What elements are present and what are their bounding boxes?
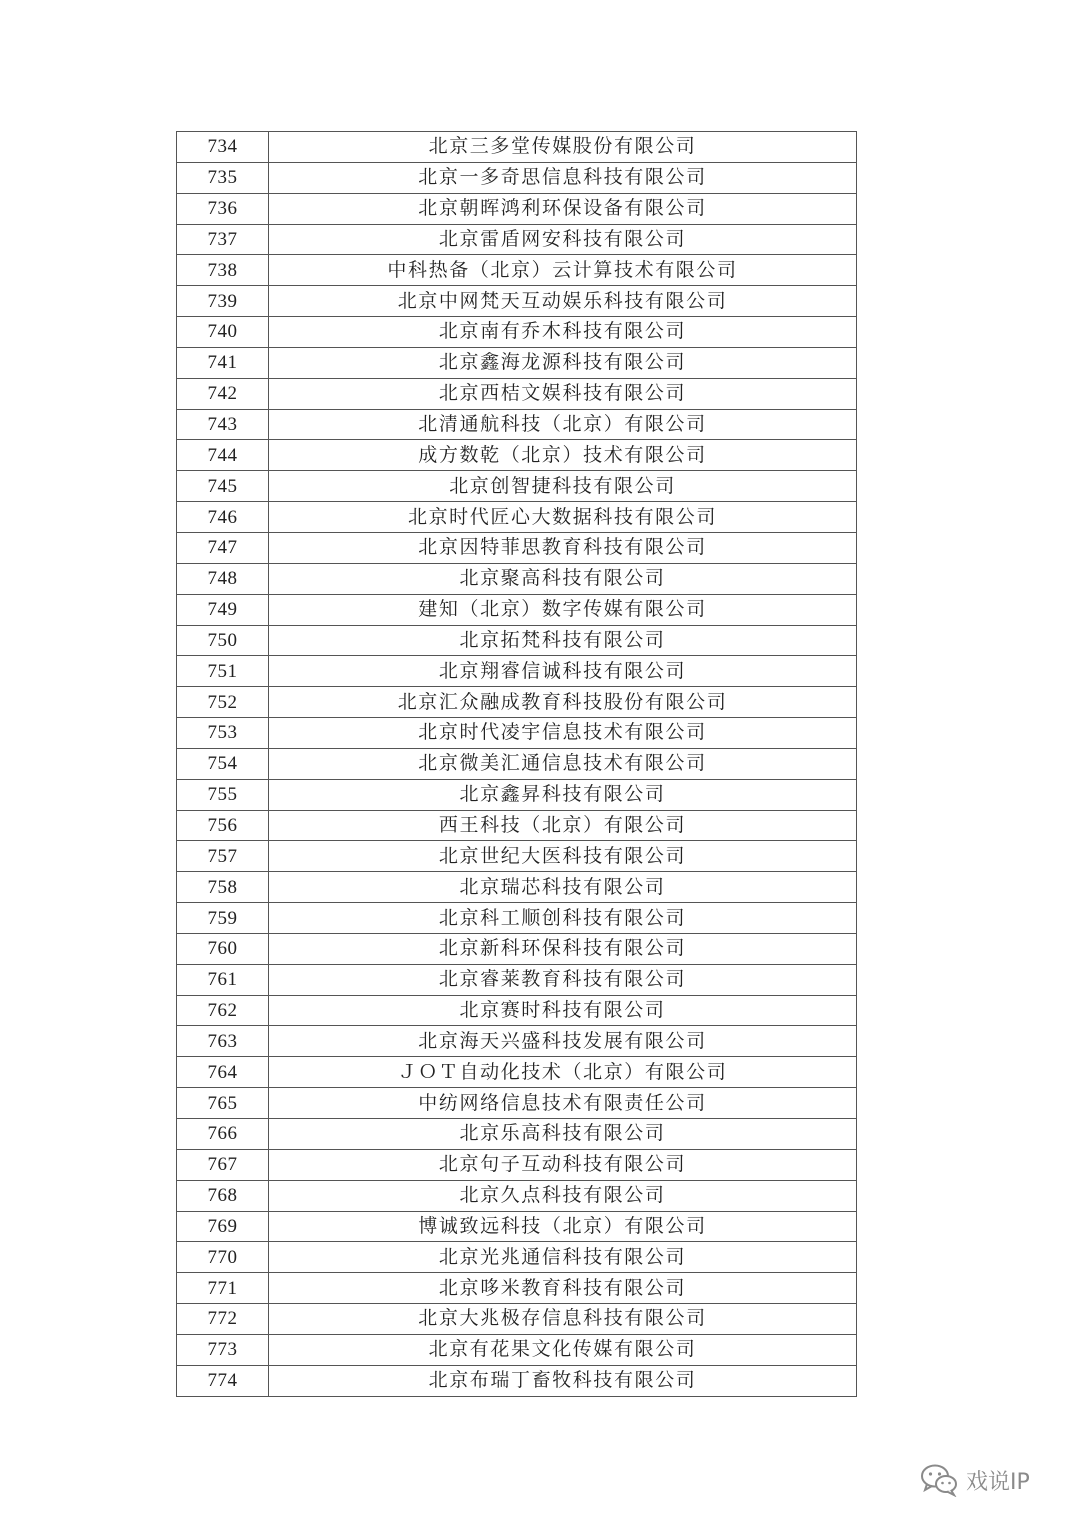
row-number: 736 <box>177 193 269 224</box>
company-name: 北京睿莱教育科技有限公司 <box>269 964 857 995</box>
company-name: 北京雷盾网安科技有限公司 <box>269 224 857 255</box>
row-number: 767 <box>177 1149 269 1180</box>
company-name: 北京西桔文娱科技有限公司 <box>269 378 857 409</box>
table-row <box>177 903 857 934</box>
table-row <box>177 132 857 163</box>
table-body <box>177 132 857 1397</box>
row-number: 766 <box>177 1119 269 1150</box>
row-number: 743 <box>177 409 269 440</box>
company-name: 北京乐高科技有限公司 <box>269 1119 857 1150</box>
company-name: 北京时代凌宇信息技术有限公司 <box>269 718 857 749</box>
company-name: 中纺网络信息技术有限责任公司 <box>269 1088 857 1119</box>
table-row <box>177 255 857 286</box>
table-row <box>177 933 857 964</box>
table-row <box>177 162 857 193</box>
row-number: 745 <box>177 471 269 502</box>
row-number: 761 <box>177 964 269 995</box>
table-row <box>177 317 857 348</box>
row-number: 755 <box>177 779 269 810</box>
row-number: 768 <box>177 1180 269 1211</box>
company-name: 北京新科环保科技有限公司 <box>269 933 857 964</box>
row-number: 750 <box>177 625 269 656</box>
table-row <box>177 656 857 687</box>
company-name: 北京赛时科技有限公司 <box>269 995 857 1026</box>
row-number: 735 <box>177 162 269 193</box>
company-name: 博诚致远科技（北京）有限公司 <box>269 1211 857 1242</box>
company-name: 北京聚高科技有限公司 <box>269 563 857 594</box>
row-number: 765 <box>177 1088 269 1119</box>
table-row <box>177 1119 857 1150</box>
wechat-icon <box>920 1463 958 1497</box>
row-number: 751 <box>177 656 269 687</box>
row-number: 749 <box>177 594 269 625</box>
table-row <box>177 532 857 563</box>
table-row <box>177 378 857 409</box>
company-name: 北京一多奇思信息科技有限公司 <box>269 162 857 193</box>
row-number: 774 <box>177 1365 269 1396</box>
row-number: 738 <box>177 255 269 286</box>
table-row <box>177 841 857 872</box>
table-row <box>177 687 857 718</box>
company-name: 成方数乾（北京）技术有限公司 <box>269 440 857 471</box>
company-name: 北京鑫昇科技有限公司 <box>269 779 857 810</box>
company-name: 北京哆米教育科技有限公司 <box>269 1273 857 1304</box>
company-name: 北京汇众融成教育科技股份有限公司 <box>269 687 857 718</box>
row-number: 771 <box>177 1273 269 1304</box>
company-name: 北京创智捷科技有限公司 <box>269 471 857 502</box>
row-number: 753 <box>177 718 269 749</box>
company-name: 建知（北京）数字传媒有限公司 <box>269 594 857 625</box>
table-row <box>177 1088 857 1119</box>
table-row <box>177 502 857 533</box>
company-name: ＪＯＴ自动化技术（北京）有限公司 <box>269 1057 857 1088</box>
table-row <box>177 286 857 317</box>
row-number: 746 <box>177 502 269 533</box>
table-row <box>177 1365 857 1396</box>
row-number: 770 <box>177 1242 269 1273</box>
row-number: 740 <box>177 317 269 348</box>
row-number: 748 <box>177 563 269 594</box>
row-number: 764 <box>177 1057 269 1088</box>
company-name: 北京久点科技有限公司 <box>269 1180 857 1211</box>
row-number: 747 <box>177 532 269 563</box>
company-name: 北京句子互动科技有限公司 <box>269 1149 857 1180</box>
company-name: 西王科技（北京）有限公司 <box>269 810 857 841</box>
company-name: 北京因特菲思教育科技有限公司 <box>269 532 857 563</box>
row-number: 769 <box>177 1211 269 1242</box>
table-row <box>177 1057 857 1088</box>
table-row <box>177 409 857 440</box>
company-name: 北京布瑞丁畜牧科技有限公司 <box>269 1365 857 1396</box>
row-number: 759 <box>177 903 269 934</box>
row-number: 772 <box>177 1304 269 1335</box>
watermark <box>920 1462 1030 1498</box>
row-number: 756 <box>177 810 269 841</box>
company-name: 北京鑫海龙源科技有限公司 <box>269 347 857 378</box>
table-row <box>177 1242 857 1273</box>
table-row <box>177 1026 857 1057</box>
company-name: 北清通航科技（北京）有限公司 <box>269 409 857 440</box>
table-row <box>177 471 857 502</box>
table-row <box>177 779 857 810</box>
row-number: 752 <box>177 687 269 718</box>
row-number: 763 <box>177 1026 269 1057</box>
row-number: 734 <box>177 132 269 163</box>
row-number: 737 <box>177 224 269 255</box>
company-name: 北京瑞芯科技有限公司 <box>269 872 857 903</box>
company-name: 北京科工顺创科技有限公司 <box>269 903 857 934</box>
table-row <box>177 594 857 625</box>
company-name: 北京世纪大医科技有限公司 <box>269 841 857 872</box>
table-row <box>177 748 857 779</box>
table-row <box>177 563 857 594</box>
row-number: 754 <box>177 748 269 779</box>
row-number: 758 <box>177 872 269 903</box>
company-name: 北京微美汇通信息技术有限公司 <box>269 748 857 779</box>
company-name: 北京大兆极存信息科技有限公司 <box>269 1304 857 1335</box>
company-name: 北京南有乔木科技有限公司 <box>269 317 857 348</box>
company-name: 北京时代匠心大数据科技有限公司 <box>269 502 857 533</box>
row-number: 757 <box>177 841 269 872</box>
company-list-table <box>176 131 857 1397</box>
row-number: 760 <box>177 933 269 964</box>
table-row <box>177 1273 857 1304</box>
company-name: 中科热备（北京）云计算技术有限公司 <box>269 255 857 286</box>
table-row <box>177 193 857 224</box>
table-row <box>177 224 857 255</box>
company-name: 北京翔睿信诚科技有限公司 <box>269 656 857 687</box>
table-row <box>177 872 857 903</box>
table-row <box>177 718 857 749</box>
table-row <box>177 625 857 656</box>
table-row <box>177 995 857 1026</box>
row-number: 762 <box>177 995 269 1026</box>
table-row <box>177 1149 857 1180</box>
row-number: 741 <box>177 347 269 378</box>
company-name: 北京海天兴盛科技发展有限公司 <box>269 1026 857 1057</box>
row-number: 742 <box>177 378 269 409</box>
table-row <box>177 964 857 995</box>
table-row <box>177 1211 857 1242</box>
table-row <box>177 347 857 378</box>
company-name: 北京中网梵天互动娱乐科技有限公司 <box>269 286 857 317</box>
row-number: 744 <box>177 440 269 471</box>
table-row <box>177 1304 857 1335</box>
company-name: 北京光兆通信科技有限公司 <box>269 1242 857 1273</box>
row-number: 739 <box>177 286 269 317</box>
table-row <box>177 1180 857 1211</box>
watermark-text: 戏说IP <box>966 1469 1030 1495</box>
company-name: 北京拓梵科技有限公司 <box>269 625 857 656</box>
table-row <box>177 810 857 841</box>
row-number: 773 <box>177 1334 269 1365</box>
company-name: 北京三多堂传媒股份有限公司 <box>269 132 857 163</box>
table-row <box>177 1334 857 1365</box>
table-row <box>177 440 857 471</box>
company-name: 北京有花果文化传媒有限公司 <box>269 1334 857 1365</box>
company-name: 北京朝晖鸿利环保设备有限公司 <box>269 193 857 224</box>
